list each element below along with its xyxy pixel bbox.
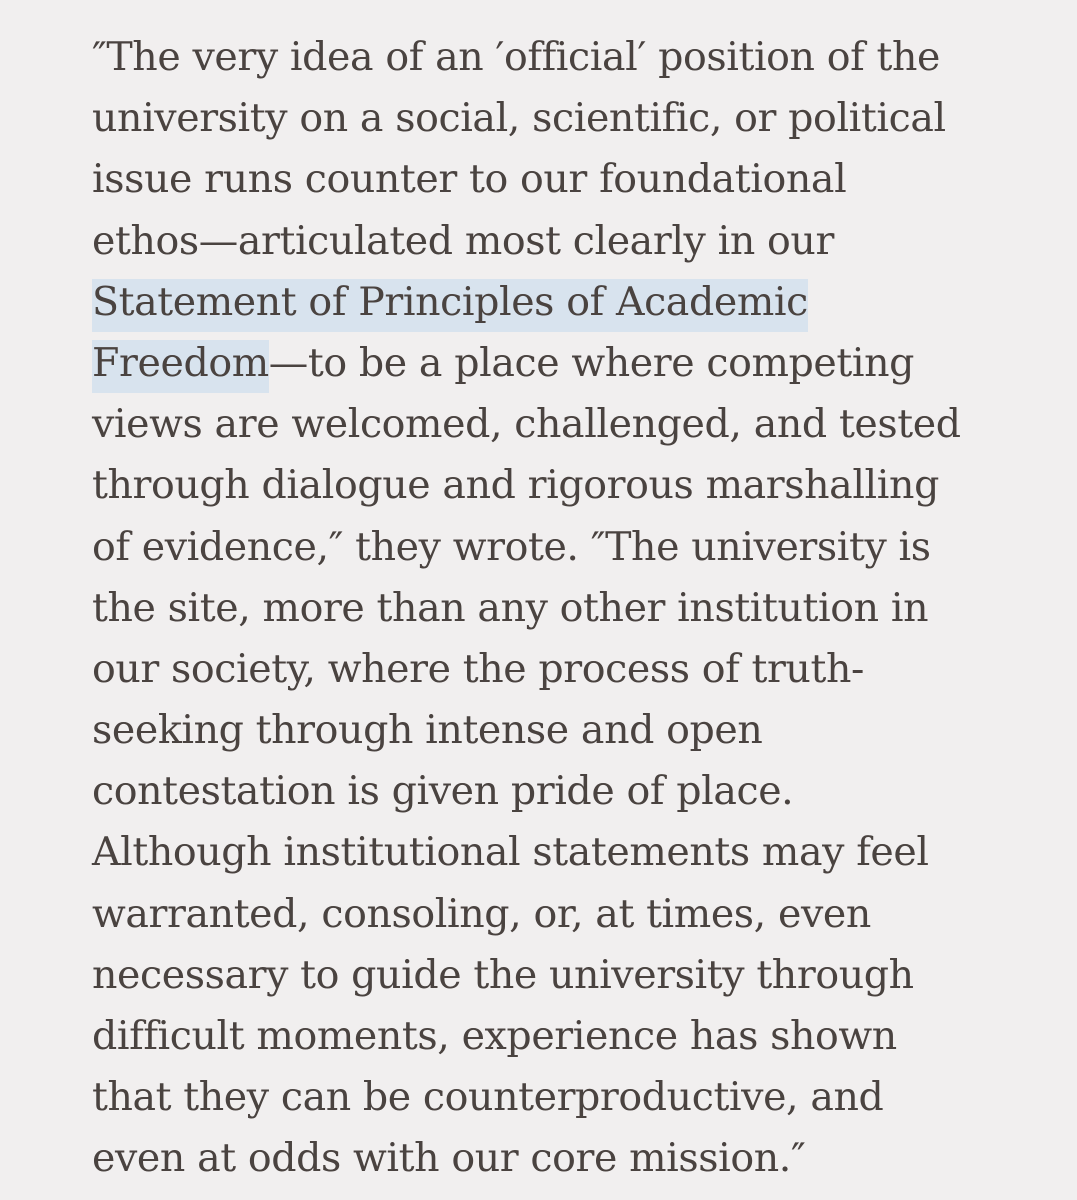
quote-line: through dialogue and rigorous marshalling bbox=[92, 462, 939, 509]
statement-principles-link-cont[interactable]: Freedom bbox=[92, 340, 269, 393]
quote-line: ″The very idea of an ′official′ position of the bbox=[92, 34, 941, 80]
quote-paragraph bbox=[92, 27, 992, 1190]
quote-line: necessary to guide the university through bbox=[92, 951, 914, 998]
quote-line: ethos—articulated most clearly in our bbox=[92, 217, 834, 264]
quote-line-link bbox=[92, 272, 992, 333]
quote-line: issue runs counter to our foundational bbox=[92, 156, 847, 203]
quote-text: —to be a place where competing bbox=[268, 339, 915, 386]
quote-line: even at odds with our core mission.″ bbox=[92, 1135, 806, 1182]
quote-line: the site, more than any other institution in bbox=[92, 584, 929, 631]
quote-line: views are welcomed, challenged, and tested bbox=[92, 401, 961, 448]
quote-line: warranted, consoling, or, at times, even bbox=[92, 890, 871, 937]
quote-line: seeking through intense and open bbox=[92, 707, 763, 754]
quote-line-link-cont bbox=[92, 333, 992, 394]
quote-line: of evidence,″ they wrote. ″The university is bbox=[92, 523, 931, 570]
quote-line: difficult moments, experience has shown bbox=[92, 1013, 897, 1059]
quote-line: our society, where the process of truth- bbox=[92, 645, 864, 692]
quote-line: contestation is given pride of place. bbox=[92, 768, 794, 815]
quote-line: that they can be counterproductive, and bbox=[92, 1074, 884, 1121]
quote-line: university on a social, scientific, or political bbox=[92, 95, 946, 142]
quote-line: Although institutional statements may feel bbox=[92, 829, 929, 876]
statement-principles-link[interactable]: Statement of Principles of Academic bbox=[92, 279, 808, 332]
